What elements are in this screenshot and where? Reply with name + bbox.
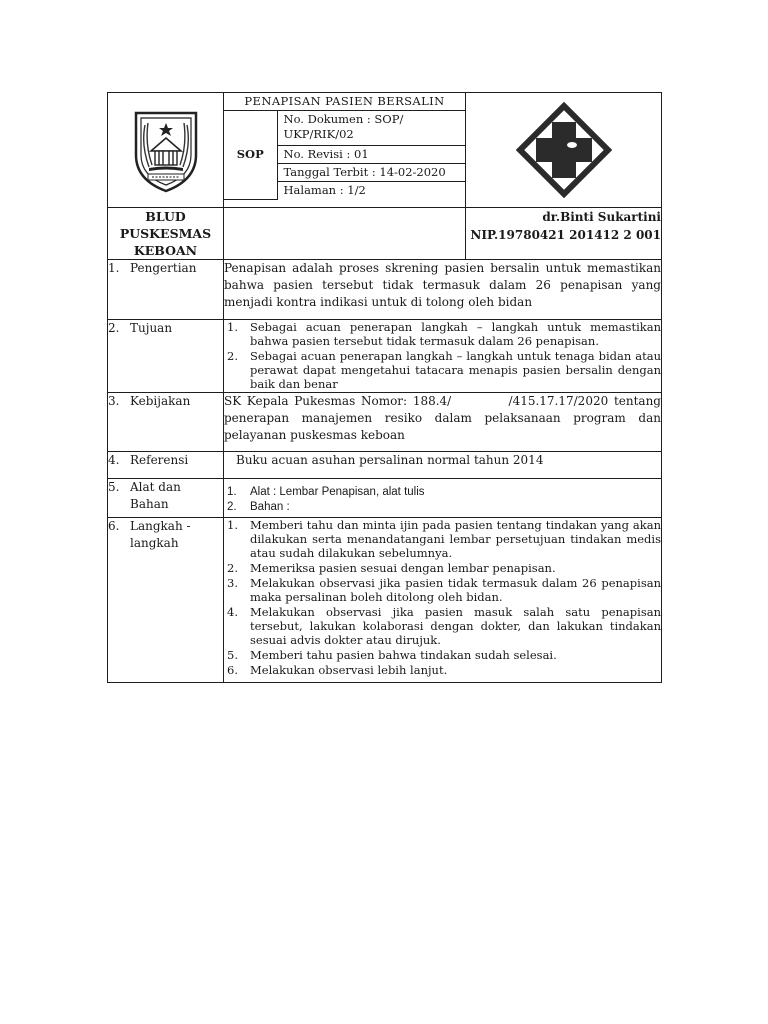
section-label: 6. Langkah - langkah: [108, 518, 224, 683]
referensi-text: Buku acuan asuhan persalinan normal tahun 2014: [224, 452, 662, 479]
org-line-3: KEBOAN: [133, 243, 198, 258]
emblem-cell: [108, 93, 224, 208]
list-item: 2. Memeriksa pasien sesuai dengan lembar penapisan.: [227, 561, 556, 575]
list-item: 1. Alat : Lembar Penapisan, alat tulis: [227, 486, 425, 498]
list-item: 1. Memberi tahu dan minta ijin pada pasien tentang tindakan yang akan dilakukan serta menandatangani lembar persetujuan tindakan medis atau sudah dilakukan sebelumnya.: [227, 518, 661, 560]
no-revisi: No. Revisi : 01: [277, 146, 465, 164]
section-label: 2. Tujuan: [108, 320, 224, 393]
list-item: 2. Bahan :: [227, 501, 290, 513]
header-row: [108, 93, 662, 208]
kebijakan-text: SK Kepala Pukesmas Nomor: 188.4/ /415.17.17/2020 tentang penerapan manajemen resiko dalam pelaksanaan program dan pelayanan puskesmas keboan: [224, 393, 662, 452]
section-tujuan: [108, 320, 662, 393]
pengertian-text: Penapisan adalah proses skrening pasien bersalin untuk memastikan bahwa pasien tersebut tidak termasuk dalam 26 penapisan yang menjadi kontra indikasi untuk di tolong oleh bidan: [224, 260, 662, 320]
signature-cell: [466, 208, 662, 260]
alat-list-cell: [224, 479, 662, 518]
langkah-list-cell: [224, 518, 662, 683]
section-alat: [108, 479, 662, 518]
document-title: PENAPISAN PASIEN BERSALIN: [224, 93, 465, 111]
document-meta-table: [224, 93, 465, 200]
list-item: 1. Sebagai acuan penerapan langkah – langkah untuk memastikan bahwa pasien tersebut tidak termasuk dalam 26 penapisan.: [227, 320, 661, 348]
section-pengertian: [108, 260, 662, 320]
section-label: 1. Pengertian: [108, 260, 224, 320]
tujuan-list: [224, 320, 661, 391]
section-kebijakan: [108, 393, 662, 452]
section-langkah: [108, 518, 662, 683]
list-item: 2. Sebagai acuan penerapan langkah – langkah untuk tenaga bidan atau perawat dapat mengetahui tatacara menapis pasien bersalin dengan baik dan benar: [227, 349, 661, 391]
list-item: 3. Melakukan observasi jika pasien tidak termasuk dalam 26 penapisan maka persalinan boleh ditolong oleh bidan.: [227, 576, 661, 604]
logo-cell: [466, 93, 662, 208]
no-dokumen: No. Dokumen : SOP/ UKP/RIK/02: [277, 111, 465, 146]
tujuan-list-cell: [224, 320, 662, 393]
regency-coat-of-arms-icon: [121, 105, 211, 195]
section-referensi: [108, 452, 662, 479]
tanggal-terbit: Tanggal Terbit : 14-02-2020: [277, 164, 465, 182]
list-item: 4. Melakukan observasi jika pasien masuk salah satu penapisan tersebut, lakukan kolaborasi dengan dokter, dan lakukan tindakan sesuai advis dokter atau dirujuk.: [227, 605, 661, 647]
org-cell: [108, 208, 224, 260]
section-label: 3. Kebijakan: [108, 393, 224, 452]
halaman: Halaman : 1/2: [277, 182, 465, 200]
langkah-list: [224, 518, 661, 677]
section-label: 4. Referensi: [108, 452, 224, 479]
sop-label: SOP: [224, 111, 277, 200]
list-item: 5. Memberi tahu pasien bahwa tindakan sudah selesai.: [227, 648, 557, 662]
org-line-1: BLUD: [145, 209, 186, 224]
alat-list: [224, 485, 661, 514]
signatory-name: dr.Binti Sukartini: [542, 210, 661, 224]
puskesmas-logo-icon: [516, 102, 612, 198]
section-label: 5. Alat dan Bahan: [108, 479, 224, 518]
org-blank-cell: [224, 208, 466, 260]
document-meta-cell: [224, 93, 466, 208]
list-item: 6. Melakukan observasi lebih lanjut.: [227, 663, 448, 677]
org-line-2: PUSKESMAS: [119, 226, 212, 241]
org-row: [108, 208, 662, 260]
sop-document-table: [107, 92, 665, 683]
signatory-nip: NIP.19780421 201412 2 001: [470, 228, 661, 242]
